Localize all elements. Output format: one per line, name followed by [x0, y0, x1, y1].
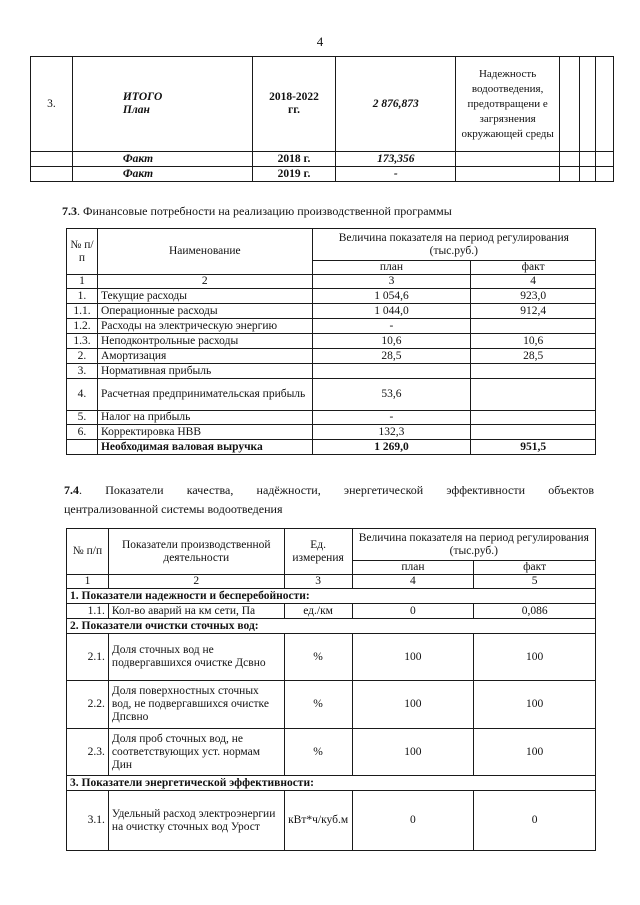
- row-num: 1.: [67, 289, 98, 304]
- section-title-line1: . Показатели качества, надёжности, энергетической эффективности объектов: [79, 483, 594, 497]
- plan-label: План: [122, 104, 150, 116]
- row-num: 1.2.: [67, 319, 98, 334]
- total-name: Необходимая валовая выручка: [97, 440, 312, 455]
- row-name: Операционные расходы: [97, 304, 312, 319]
- section-7-4-heading: [64, 483, 594, 498]
- table-row: [67, 791, 596, 851]
- row-plan: [312, 364, 471, 379]
- row-number: 3.: [31, 57, 73, 152]
- row-plan: 1 044,0: [312, 304, 471, 319]
- table-row: [67, 304, 596, 319]
- row-plan: -: [312, 319, 471, 334]
- table-row: [31, 152, 614, 167]
- table-row: [67, 334, 596, 349]
- total-fact: 951,5: [471, 440, 596, 455]
- row-fact: [471, 364, 596, 379]
- row-fact: [471, 425, 596, 440]
- table-row: [67, 729, 596, 776]
- header-fact: факт: [471, 261, 596, 275]
- table-row: [67, 411, 596, 425]
- row-fact: 10,6: [471, 334, 596, 349]
- group-title: 3. Показатели энергетической эффективности:: [67, 776, 596, 791]
- investment-table: [30, 56, 614, 182]
- header-plan: план: [312, 261, 471, 275]
- row-plan: 0: [352, 604, 474, 619]
- header-num: № п/п: [67, 529, 109, 575]
- row-name: Доля проб сточных вод, не соответствующих уст. нормам Дин: [108, 729, 284, 776]
- table-row: [67, 319, 596, 334]
- header-value: Величина показателя на период регулирования (тыс.руб.): [312, 229, 595, 261]
- table-row: [67, 604, 596, 619]
- row-unit: ед./км: [284, 604, 352, 619]
- row-fact: [471, 411, 596, 425]
- row-num: 6.: [67, 425, 98, 440]
- total-plan: 1 269,0: [312, 440, 471, 455]
- row-num: 1.1.: [67, 604, 109, 619]
- header-fact: факт: [474, 561, 596, 575]
- row-fact: 0,086: [474, 604, 596, 619]
- row-plan: 100: [352, 634, 474, 681]
- fact-label: Факт: [72, 152, 252, 167]
- row-fact: 0: [474, 791, 596, 851]
- table-row: [31, 167, 614, 182]
- index-cell: 4: [471, 275, 596, 289]
- row-plan: 10,6: [312, 334, 471, 349]
- page-number: 4: [316, 34, 324, 49]
- period: 2018-2022: [269, 91, 319, 103]
- row-fact: 100: [474, 729, 596, 776]
- group-row: [67, 776, 596, 791]
- section-7-4-heading-line2: централизованной системы водоотведения: [64, 502, 283, 516]
- row-name: Текущие расходы: [97, 289, 312, 304]
- header-plan: план: [352, 561, 474, 575]
- row-unit: кВт*ч/куб.м: [284, 791, 352, 851]
- table-row: [67, 634, 596, 681]
- row-fact: 923,0: [471, 289, 596, 304]
- group-title: 2. Показатели очистки сточных вод:: [67, 619, 596, 634]
- row-plan: 0: [352, 791, 474, 851]
- table-row: [67, 425, 596, 440]
- row-fact: 28,5: [471, 349, 596, 364]
- index-cell: 2: [108, 575, 284, 589]
- index-cell: 3: [312, 275, 471, 289]
- table-row: [67, 289, 596, 304]
- row-name: Амортизация: [97, 349, 312, 364]
- row-num: 2.2.: [67, 681, 109, 729]
- row-plan: 100: [352, 681, 474, 729]
- header-value: Величина показателя на период регулирования (тыс.руб.): [352, 529, 595, 561]
- row-fact: [471, 379, 596, 411]
- index-cell: 4: [352, 575, 474, 589]
- row-num: 3.: [67, 364, 98, 379]
- indicators-table: [66, 528, 596, 851]
- row-name: Корректировка НВВ: [97, 425, 312, 440]
- financial-table: [66, 228, 596, 455]
- table-row: [67, 681, 596, 729]
- group-title: 1. Показатели надежности и бесперебойности:: [67, 589, 596, 604]
- row-num: 2.3.: [67, 729, 109, 776]
- fact-value: -: [336, 167, 456, 182]
- plan-label-cell: [72, 57, 252, 152]
- index-cell: 2: [97, 275, 312, 289]
- description: Надежность водоотведения, предотвращени е загрязнения окружающей среды: [456, 57, 560, 152]
- row-unit: %: [284, 634, 352, 681]
- fact-label: Факт: [72, 167, 252, 182]
- row-num: 1.3.: [67, 334, 98, 349]
- header-name: Наименование: [97, 229, 312, 275]
- header-num: № п/п: [67, 229, 98, 275]
- header-unit: Ед. измерения: [284, 529, 352, 575]
- period-cell: [252, 57, 336, 152]
- row-name: Неподконтрольные расходы: [97, 334, 312, 349]
- row-num: 2.1.: [67, 634, 109, 681]
- row-num: 1.1.: [67, 304, 98, 319]
- table-row: [67, 364, 596, 379]
- row-fact: 100: [474, 634, 596, 681]
- index-row: [67, 575, 596, 589]
- fact-year: 2019 г.: [252, 167, 336, 182]
- row-plan: 28,5: [312, 349, 471, 364]
- row-fact: 100: [474, 681, 596, 729]
- row-fact: 912,4: [471, 304, 596, 319]
- table-row: [67, 349, 596, 364]
- row-name: Налог на прибыль: [97, 411, 312, 425]
- period-suffix: гг.: [288, 104, 301, 116]
- row-unit: %: [284, 729, 352, 776]
- section-number: 7.3: [62, 204, 77, 218]
- table-row: [31, 57, 614, 152]
- row-fact: [471, 319, 596, 334]
- row-plan: 132,3: [312, 425, 471, 440]
- table-row: [67, 379, 596, 411]
- index-cell: 3: [284, 575, 352, 589]
- section-number: 7.4: [64, 483, 79, 497]
- fact-value: 173,356: [336, 152, 456, 167]
- row-num: 4.: [67, 379, 98, 411]
- header-name: Показатели производственной деятельности: [108, 529, 284, 575]
- row-name: Кол-во аварий на км сети, Па: [108, 604, 284, 619]
- index-cell: 1: [67, 275, 98, 289]
- row-name: Расчетная предпринимательская прибыль: [97, 379, 312, 411]
- index-cell: 5: [474, 575, 596, 589]
- table-header-row: [67, 229, 596, 261]
- itogo-label: ИТОГО: [122, 91, 163, 103]
- row-name: Нормативная прибыль: [97, 364, 312, 379]
- plan-value: 2 876,873: [336, 57, 456, 152]
- section-7-3-heading: [62, 204, 452, 219]
- index-row: [67, 275, 596, 289]
- row-plan: 100: [352, 729, 474, 776]
- row-plan: 53,6: [312, 379, 471, 411]
- row-name: Доля сточных вод не подвергавшихся очистке Дсвно: [108, 634, 284, 681]
- row-plan: -: [312, 411, 471, 425]
- row-name: Доля поверхностных сточных вод, не подвергавшихся очистке Дпсвно: [108, 681, 284, 729]
- table-header-row: [67, 529, 596, 561]
- row-unit: %: [284, 681, 352, 729]
- fact-year: 2018 г.: [252, 152, 336, 167]
- row-name: Расходы на электрическую энергию: [97, 319, 312, 334]
- group-row: [67, 619, 596, 634]
- row-plan: 1 054,6: [312, 289, 471, 304]
- index-cell: 1: [67, 575, 109, 589]
- row-num: 5.: [67, 411, 98, 425]
- row-name: Удельный расход электроэнергии на очистку сточных вод Урост: [108, 791, 284, 851]
- row-num: 3.1.: [67, 791, 109, 851]
- section-title: . Финансовые потребности на реализацию производственной программы: [77, 204, 452, 218]
- group-row: [67, 589, 596, 604]
- total-row: [67, 440, 596, 455]
- row-num: 2.: [67, 349, 98, 364]
